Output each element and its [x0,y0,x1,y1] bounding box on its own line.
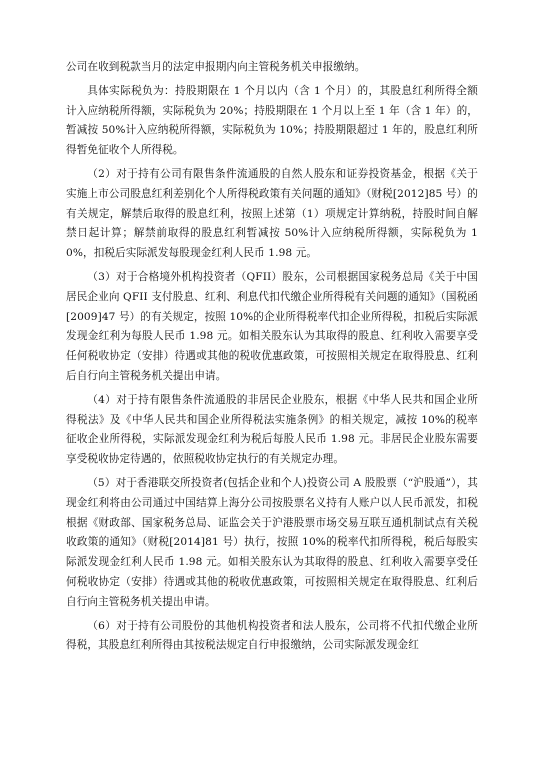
paragraph-restricted-shareholders: （2）对于持有公司有限售条件流通股的自然人股东和证券投资基金，根据《关于实施上市公司股息红利差别化个人所得税政策有关问题的通知》（财税[2012]85 号）的有关规定，解禁后取得的股息红利，按照上述第（1）项规定计算纳税，持股时间自解禁日起计算；解禁前取得的股息红利暂减按 50%计入应纳税所得额，实际税负为 10%，扣税后实际派发每股现金红利人民币 1.98 元。 [66,167,478,260]
paragraph-other-institutions: （6）对于持有公司股份的其他机构投资者和法人股东，公司将不代扣代缴企业所得税，其股息红利所得由其按税法规定自行申报缴纳，公司实际派发现金红 [66,619,478,652]
paragraph-non-resident-enterprise: （4）对于持有限售条件流通股的非居民企业股东，根据《中华人民共和国企业所得税法》及《中华人民共和国企业所得税法实施条例》的相关规定，减按 10%的税率征收企业所得税，实际派发现金红利为税后每股人民币 1.98 元。非居民企业股东需要享受税收协定待遇的，依照税收协定执行的有关规定办理。 [66,393,478,466]
paragraph-individual-tax-rates: 具体实际税负为：持股期限在 1 个月以内（含 1 个月）的，其股息红利所得全额计入应纳税所得额，实际税负为 20%；持股期限在 1 个月以上至 1 年（含 1 年）的，暂减按 50%计入应纳税所得额，实际税负为 10%；持股期限超过 1 年的，股息红利所得暂免征收个人所得税。 [66,84,478,157]
paragraph-qfii: （3）对于合格境外机构投资者（QFII）股东，公司根据国家税务总局《关于中国居民企业向 QFII 支付股息、红利、利息代扣代缴企业所得税有关问题的通知》（国税函[2009]47 号）的有关规定，按照 10%的企业所得税率代扣企业所得税，扣税后实际派发现金红利为每股人民币 1.98 元。如相关股东认为其取得的股息、红利收入需要享受任何税收协定（安排）待遇或其他的税收优惠政策，可按照相关规定在取得股息、红利后自行向主管税务机关提出申请。 [66,270,478,382]
body-text [66,58,478,660]
paragraph-continuation: 公司在收到税款当月的法定申报期内向主管税务机关申报缴纳。 [66,61,366,73]
paragraph-shanghai-hk-connect: （5）对于香港联交所投资者(包括企业和个人)投资公司 A 股股票（“沪股通”），其现金红利将由公司通过中国结算上海分公司按股票名义持有人账户以人民币派发，扣税根据《财政部、国家税务总局、证监会关于沪港股票市场交易互联互通机制试点有关税收政策的通知》（财税[2014]81 号）执行，按照 10%的税率代扣所得税，税后每股实际派发现金红利人民币 1.98 元。如相关股东认为其取得的股息、红利收入需要享受任何税收协定（安排）待遇或其他的税收优惠政策，可按照相关规定在取得股息、红利后自行向主管税务机关提出申请。 [66,476,478,608]
